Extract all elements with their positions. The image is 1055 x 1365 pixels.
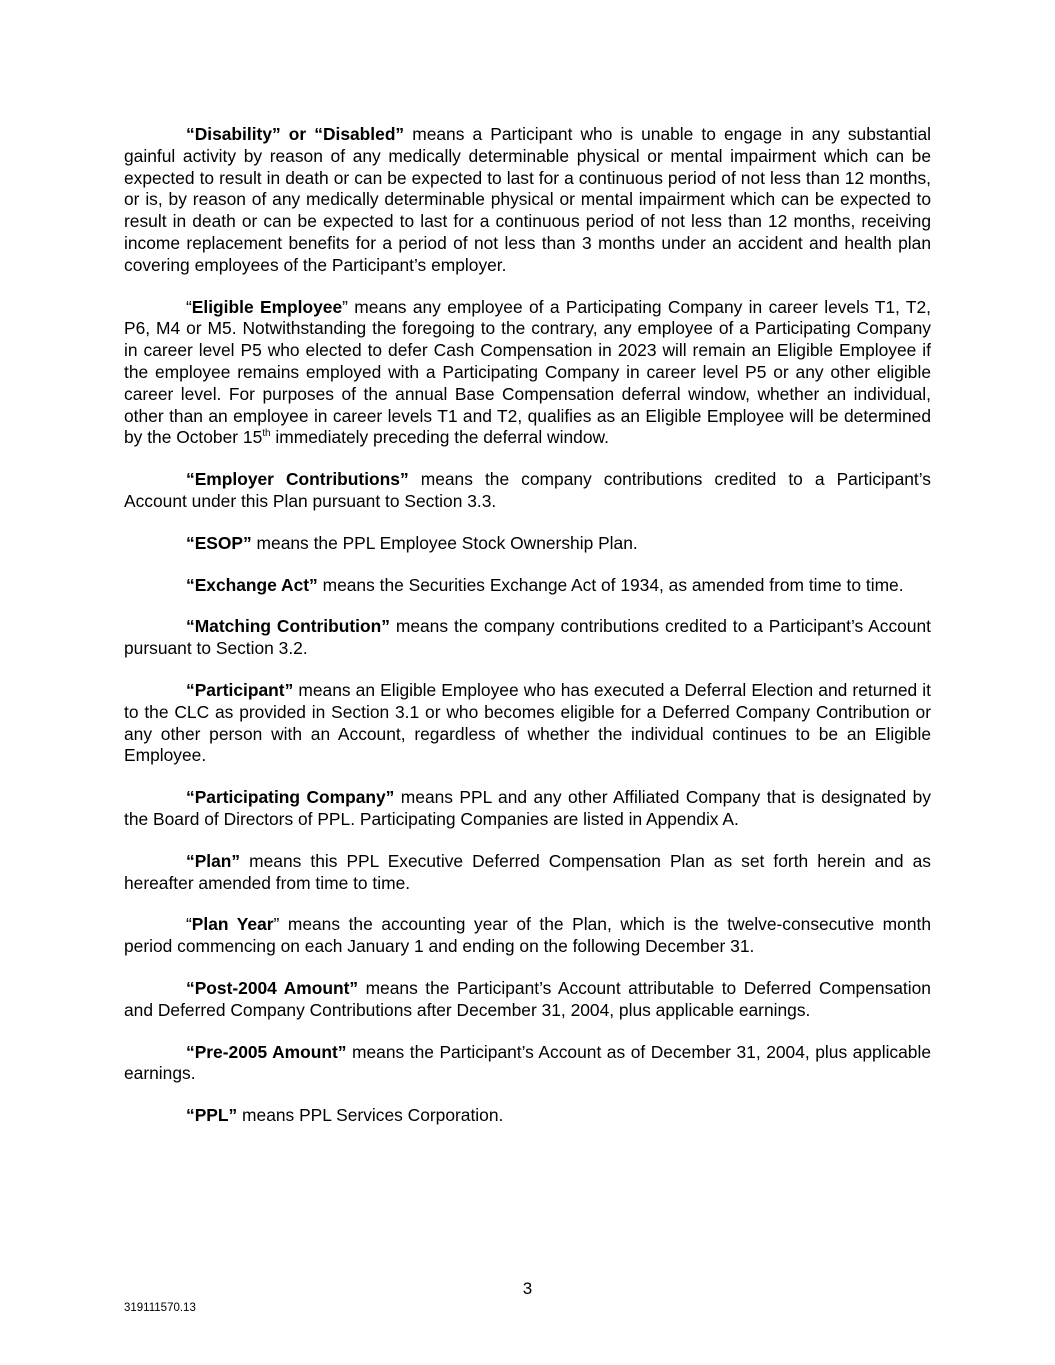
page-number: 3 bbox=[522, 1279, 533, 1298]
defined-term: “Disability” or “Disabled” bbox=[186, 124, 405, 144]
definition-post-2004-amount bbox=[124, 978, 931, 1022]
ordinal-suffix: th bbox=[262, 428, 271, 440]
defined-term: “Pre-2005 Amount” bbox=[186, 1041, 347, 1062]
defined-term: Plan Year bbox=[191, 914, 274, 935]
definition-pre-2005-amount bbox=[124, 1042, 931, 1086]
definitions-list bbox=[124, 124, 931, 1127]
definition-text: means PPL Services Corporation. bbox=[237, 1105, 504, 1126]
definition-exchange-act bbox=[111, 575, 931, 597]
definition-esop bbox=[124, 533, 931, 555]
definition-disability bbox=[124, 124, 931, 277]
definition-text: means the PPL Employee Stock Ownership Plan. bbox=[251, 532, 638, 553]
defined-term: “Plan” bbox=[186, 850, 241, 871]
open-quote: “ bbox=[186, 296, 192, 317]
definition-plan-year bbox=[124, 914, 931, 958]
definition-text: means PPL and any other Affiliated Company that is designated by the Board of Directors of PPL. Participating Companies are listed in Appendix A. bbox=[124, 787, 931, 829]
defined-term: “Matching Contribution” bbox=[186, 616, 390, 637]
definition-text: means the Participant’s Account as of December 31, 2004, plus applicable earnings. bbox=[124, 1041, 932, 1084]
document-id: 319111570.13 bbox=[124, 1302, 196, 1314]
definition-text: ” means any employee of a Participating Company in career levels T1, T2, P6, M4 or M5. Notwithstanding the foregoing to the contrary, any employee of a Participating Company in career level P5 who elected to defer Cash Compensation in 2023 will remain an Eligible Employee if the employee remains employed with a Participating Company in career level P5 or any other eligible career level. For purposes of the annual Base Compensation deferral window, whether an individual, other than an employee in career levels T1 and T2, qualifies as an Eligible Employee will be determined by the October 15 bbox=[124, 296, 931, 448]
definition-ppl bbox=[124, 1105, 931, 1127]
defined-term: “PPL” bbox=[186, 1105, 238, 1126]
definition-text: means the company contributions credited to a Participant’s Account under this Plan pursuant to Section 3.3. bbox=[124, 469, 931, 511]
defined-term: “ESOP” bbox=[186, 532, 252, 553]
definition-text: means an Eligible Employee who has executed a Deferral Election and returned it to the CLC as provided in Section 3.1 or who becomes eligible for a Deferred Company Contribution or any other person with an Account, regardless of whether the individual continues to be an Eligible Employee. bbox=[124, 679, 931, 766]
definition-text-continued: immediately preceding the deferral window. bbox=[270, 427, 609, 448]
defined-term: “Participant” bbox=[186, 679, 294, 700]
open-quote: “ bbox=[186, 914, 192, 935]
definition-text: means this PPL Executive Deferred Compensation Plan as set forth herein and as hereafter amended from time to time. bbox=[124, 850, 931, 893]
definition-eligible-employee bbox=[124, 297, 931, 450]
defined-term: “Participating Company” bbox=[186, 787, 395, 808]
definition-text: means the Participant’s Account attributable to Deferred Compensation and Deferred Company Contributions after December 31, 2004, plus applicable earnings. bbox=[124, 977, 931, 1020]
definition-plan bbox=[124, 851, 931, 895]
definition-participating-company bbox=[124, 787, 931, 831]
definition-employer-contributions bbox=[124, 469, 931, 513]
defined-term: “Exchange Act” bbox=[186, 574, 318, 595]
definition-text: means the Securities Exchange Act of 1934, as amended from time to time. bbox=[317, 574, 904, 595]
defined-term: “Post-2004 Amount” bbox=[186, 977, 359, 998]
definition-text: means the company contributions credited to a Participant’s Account pursuant to Section 3.2. bbox=[124, 616, 931, 659]
definition-text: means a Participant who is unable to engage in any substantial gainful activity by reason of any medically determinable physical or mental impairment which can be expected to result in death or can be expected to last for a continuous period of not less than 12 months, or is, by reason of any medically determinable physical or mental impairment which can be expected to result in death or can be expected to last for a continuous period of not less than 12 months, receiving income replacement benefits for a period of not less than 3 months under an accident and health plan covering employees of the Participant’s employer. bbox=[124, 124, 931, 275]
definition-participant bbox=[124, 680, 931, 767]
definition-text: ” means the accounting year of the Plan, which is the twelve-consecutive month period commencing on each January 1 and ending on the following December 31. bbox=[124, 914, 931, 957]
defined-term: “Employer Contributions” bbox=[186, 469, 409, 490]
definition-matching-contribution bbox=[124, 616, 931, 660]
defined-term: Eligible Employee bbox=[191, 296, 343, 317]
